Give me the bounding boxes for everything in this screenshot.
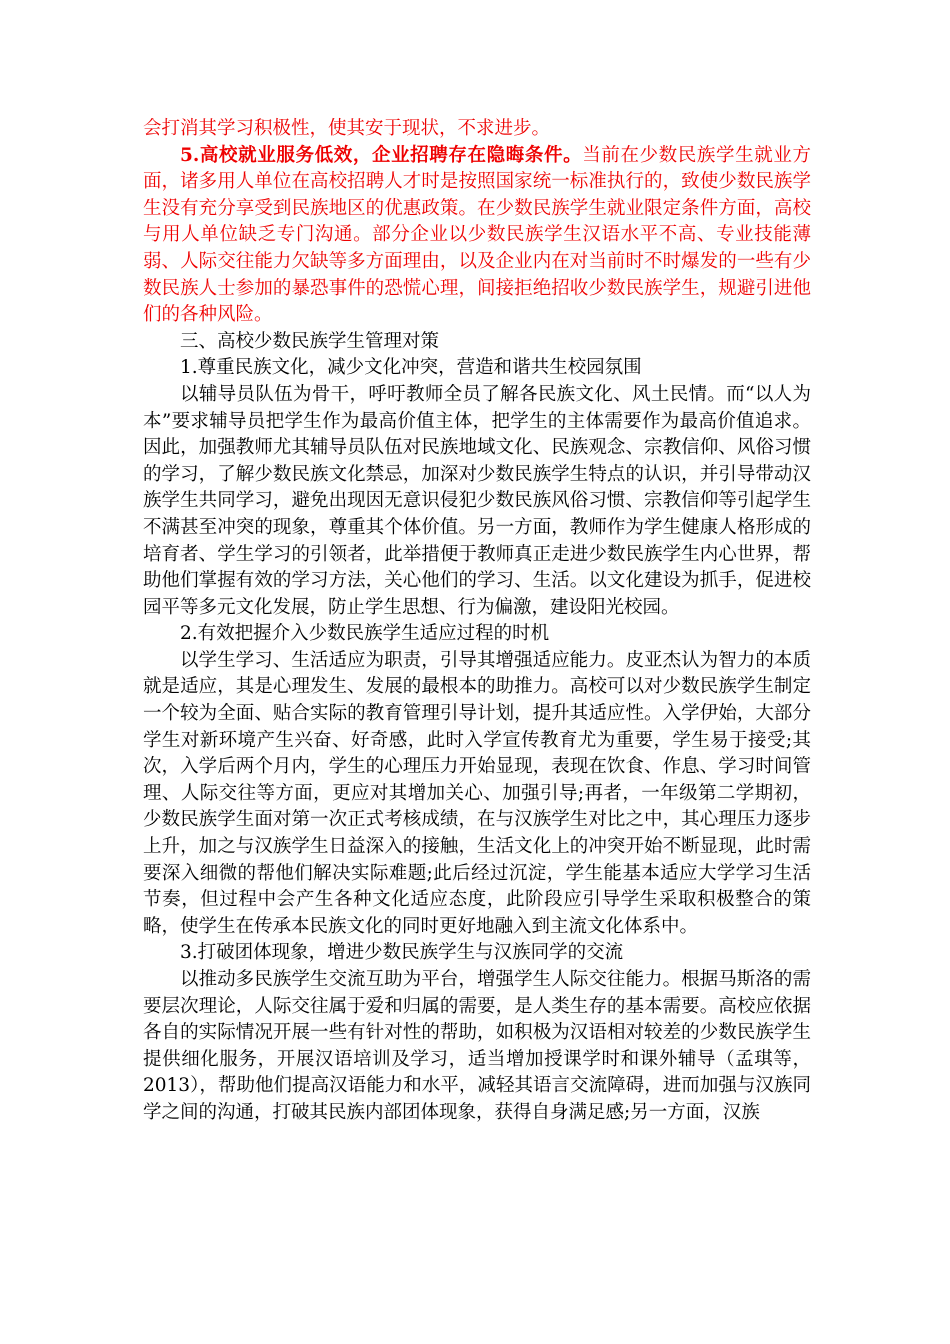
paragraph-section-5 (143, 143, 811, 329)
section-5-heading: 5.高校就业服务低效，企业招聘存在隐晦条件。 (180, 144, 583, 166)
subsection-2-paragraph: 以学生学习、生活适应为职责，引导其增强适应能力。皮亚杰认为智力的本质就是适应，其是心理发生、发展的最根本的助推力。高校可以对少数民族学生制定一个较为全面、贴合实际的教育管理引导计划，提升其适应性。入学伊始，大部分学生对新环境产生兴奋、好奇感，此时入学宣传教育尤为重要，学生易于接受;其次，入学后两个月内，学生的心理压力开始显现，表现在饮食、作息、学习时间管理、人际交往等方面，更应对其增加关心、加强引导;再者，一年级第二学期初，少数民族学生面对第一次正式考核成绩，在与汉族学生对比之中，其心理压力逐步上升，加之与汉族学生日益深入的接触，生活文化上的冲突开始不断显现，此时需要深入细微的帮他们解决实际难题;此后经过沉淀，学生能基本适应大学学习生活节奏，但过程中会产生各种文化适应态度，此阶段应引导学生采取积极整合的策略，使学生在传承本民族文化的同时更好地融入到主流文化体系中。 (143, 649, 811, 937)
subsection-1-paragraph: 以辅导员队伍为骨干，呼吁教师全员了解各民族文化、风土民情。而“以人为本”要求辅导员把学生作为最高价值主体，把学生的主体需要作为最高价值追求。因此，加强教师尤其辅导员队伍对民族地域文化、民族观念、宗教信仰、风俗习惯的学习，了解少数民族文化禁忌，加深对少数民族学生特点的认识，并引导带动汉族学生共同学习，避免出现因无意识侵犯少数民族风俗习惯、宗教信仰等引起学生不满甚至冲突的现象，尊重其个体价值。另一方面，教师作为学生健康人格形成的培育者、学生学习的引领者，此举措便于教师真正走进少数民族学生内心世界，帮助他们掌握有效的学习方法，关心他们的学习、生活。以文化建设为抓手，促进校园平等多元文化发展，防止学生思想、行为偏激，建设阳光校园。 (143, 383, 811, 618)
subsection-2-heading: 2.有效把握介入少数民族学生适应过程的时机 (180, 623, 550, 645)
document-body (143, 116, 811, 1127)
paragraph-continuation: 会打消其学习积极性，使其安于现状，不求进步。 (143, 118, 551, 139)
part-3-heading: 三、高校少数民族学生管理对策 (180, 330, 440, 352)
subsection-3-heading: 3.打破团体现象，增进少数民族学生与汉族同学的交流 (180, 942, 624, 964)
section-5-body: 当前在少数民族学生就业方面，诸多用人单位在高校招聘人才时是按照国家统一标准执行的，致使少数民族学生没有充分享受到民族地区的优惠政策。在少数民族学生就业限定条件方面，高校与用人单位缺乏专门沟通。部分企业以少数民族学生汉语水平不高、专业技能薄弱、人际交往能力欠缺等多方面理由，以及企业内在对当前时不时爆发的一些有少数民族人士参加的暴恐事件的恐慌心理，间接拒绝招收少数民族学生，规避引进他们的各种风险。 (143, 144, 811, 326)
subsection-3-paragraph: 以推动多民族学生交流互助为平台，增强学生人际交往能力。根据马斯洛的需要层次理论，人际交往属于爱和归属的需要，是人类生存的基本需要。高校应依据各自的实际情况开展一些有针对性的帮助，如积极为汉语相对较差的少数民族学生提供细化服务，开展汉语培训及学习，适当增加授课学时和课外辅导（孟琪等，2013），帮助他们提高汉语能力和水平，减轻其语言交流障碍，进而加强与汉族同学之间的沟通，打破其民族内部团体现象，获得自身满足感;另一方面，汉族 (143, 969, 811, 1123)
subsection-1-heading: 1.尊重民族文化，减少文化冲突，营造和谐共生校园氛围 (180, 357, 642, 379)
